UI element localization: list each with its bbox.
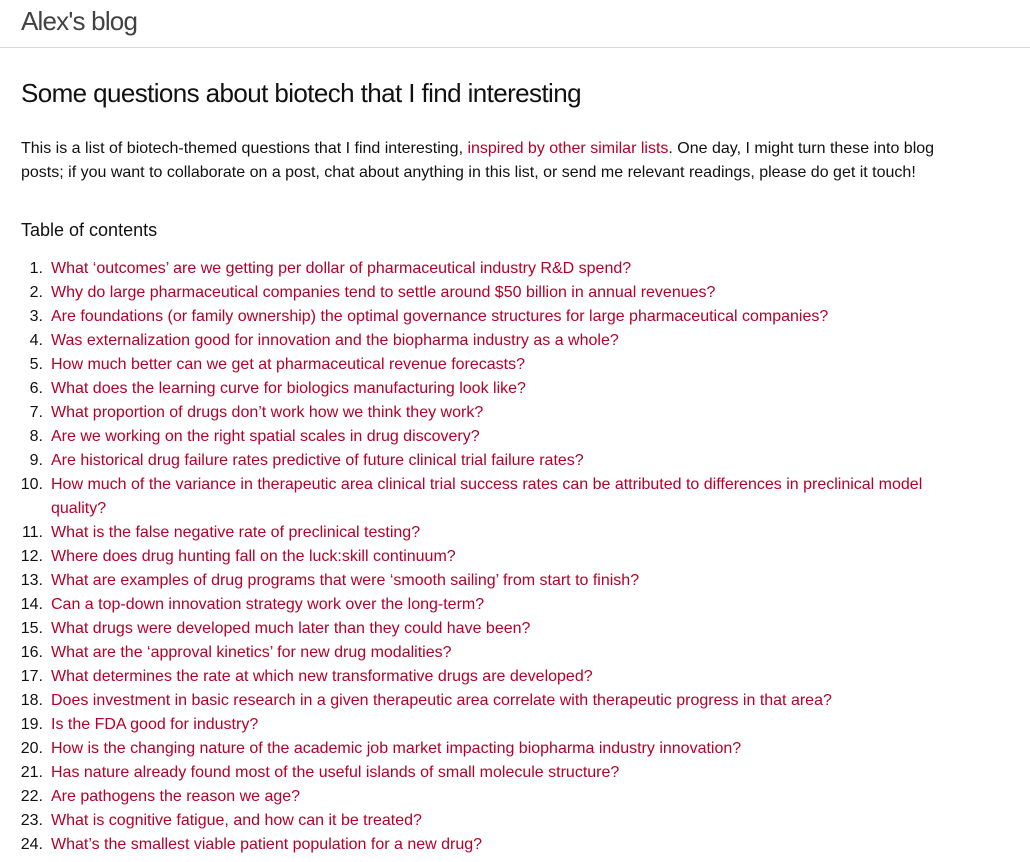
toc-item — [0, 521, 931, 545]
toc-item — [0, 449, 931, 473]
intro-paragraph — [21, 137, 951, 185]
toc-item — [0, 281, 931, 305]
toc-link[interactable]: Can a top-down innovation strategy work over the long-term? — [51, 596, 485, 613]
toc-link[interactable]: What are examples of drug programs that were ‘smooth sailing’ from start to finish? — [51, 572, 640, 589]
toc-item-number: 22. — [20, 788, 43, 805]
toc-link[interactable]: Are we working on the right spatial scales in drug discovery? — [51, 428, 480, 445]
toc-item-number: 20. — [20, 740, 43, 757]
toc-link[interactable]: Are historical drug failure rates predictive of future clinical trial failure rates? — [51, 452, 584, 469]
toc-item-number: 2. — [29, 284, 43, 301]
inspiration-link[interactable]: inspired by other similar lists — [467, 140, 669, 157]
toc-item — [0, 329, 931, 353]
toc-item — [0, 593, 931, 617]
post-title: Some questions about biotech that I find interesting — [21, 78, 581, 108]
toc-item — [0, 401, 931, 425]
toc-link[interactable]: What ‘outcomes’ are we getting per dollar of pharmaceutical industry R&D spend? — [51, 260, 632, 277]
toc-item — [0, 617, 931, 641]
toc-item — [0, 305, 931, 329]
toc-item — [0, 353, 931, 377]
toc-link[interactable]: What proportion of drugs don’t work how we think they work? — [51, 404, 484, 421]
toc-link[interactable]: Where does drug hunting fall on the luck:skill continuum? — [51, 548, 456, 565]
toc-item-number: 11. — [21, 524, 43, 541]
toc-item-number: 13. — [20, 572, 43, 589]
toc-item — [0, 257, 931, 281]
toc-link[interactable]: Are pathogens the reason we age? — [51, 788, 301, 805]
toc-item-number: 21. — [20, 764, 43, 781]
toc-item — [0, 545, 931, 569]
toc-item-number: 19. — [20, 716, 43, 733]
toc-link[interactable]: What determines the rate at which new transformative drugs are developed? — [51, 668, 593, 685]
toc-item — [0, 809, 931, 833]
toc-item-number: 24. — [20, 836, 43, 853]
toc-link[interactable]: What does the learning curve for biologics manufacturing look like? — [51, 380, 526, 397]
site-title[interactable]: Alex's blog — [21, 6, 138, 36]
toc-item-number: 4. — [29, 332, 43, 349]
intro-text-before: This is a list of biotech-themed questions that I find interesting, — [21, 140, 468, 157]
toc-link[interactable]: What are the ‘approval kinetics’ for new drug modalities? — [51, 644, 452, 661]
toc-item — [0, 641, 931, 665]
toc-link[interactable]: Was externalization good for innovation and the biopharma industry as a whole? — [51, 332, 619, 349]
toc-link[interactable]: Does investment in basic research in a given therapeutic area correlate with therapeutic progress in that area? — [51, 692, 832, 709]
toc-item — [0, 737, 931, 761]
toc-item-number: 12. — [20, 548, 43, 565]
toc-item-number: 10. — [20, 476, 43, 493]
toc-link[interactable]: What is cognitive fatigue, and how can it be treated? — [51, 812, 422, 829]
toc-item-number: 9. — [29, 452, 43, 469]
toc-item — [0, 377, 931, 401]
toc-item — [0, 473, 931, 521]
toc-item-number: 5. — [29, 356, 43, 373]
toc-item — [0, 833, 931, 857]
toc-item-number: 14. — [20, 596, 43, 613]
toc-link[interactable]: Is the FDA good for industry? — [51, 716, 259, 733]
table-of-contents — [0, 257, 1000, 857]
toc-item — [0, 569, 931, 593]
toc-link[interactable]: How is the changing nature of the academic job market impacting biopharma industry innovation? — [51, 740, 742, 757]
toc-item-number: 16. — [20, 644, 43, 661]
toc-item-number: 6. — [29, 380, 43, 397]
toc-link[interactable]: Has nature already found most of the useful islands of small molecule structure? — [51, 764, 620, 781]
intro-text-after: . One day, I might turn these into blog posts; if you want to collaborate on a post, chat about anything in this list, or send me relevant readings, please do get it touch! — [21, 140, 935, 181]
site-header — [0, 0, 1030, 48]
toc-heading: Table of contents — [21, 220, 158, 240]
toc-link[interactable]: How much better can we get at pharmaceutical revenue forecasts? — [51, 356, 526, 373]
toc-item — [0, 761, 931, 785]
toc-item — [0, 665, 931, 689]
toc-item-number: 1. — [29, 260, 43, 277]
toc-item — [0, 713, 931, 737]
toc-link[interactable]: Why do large pharmaceutical companies tend to settle around $50 billion in annual revenues? — [51, 284, 716, 301]
toc-item-number: 8. — [29, 428, 43, 445]
toc-item — [0, 689, 931, 713]
toc-item — [0, 785, 931, 809]
toc-link[interactable]: What drugs were developed much later than they could have been? — [51, 620, 531, 637]
toc-link[interactable]: How much of the variance in therapeutic area clinical trial success rates can be attributed to differences in preclinical model quality? — [51, 476, 923, 517]
toc-item-number: 17. — [20, 668, 43, 685]
toc-item-number: 7. — [29, 404, 43, 421]
toc-item-number: 18. — [20, 692, 43, 709]
toc-link[interactable]: What’s the smallest viable patient population for a new drug? — [51, 836, 483, 853]
toc-link[interactable]: What is the false negative rate of preclinical testing? — [51, 524, 421, 541]
toc-link[interactable]: Are foundations (or family ownership) the optimal governance structures for large pharmaceutical companies? — [51, 308, 829, 325]
toc-item-number: 23. — [20, 812, 43, 829]
toc-item-number: 3. — [29, 308, 43, 325]
toc-item-number: 15. — [20, 620, 43, 637]
toc-item — [0, 425, 931, 449]
